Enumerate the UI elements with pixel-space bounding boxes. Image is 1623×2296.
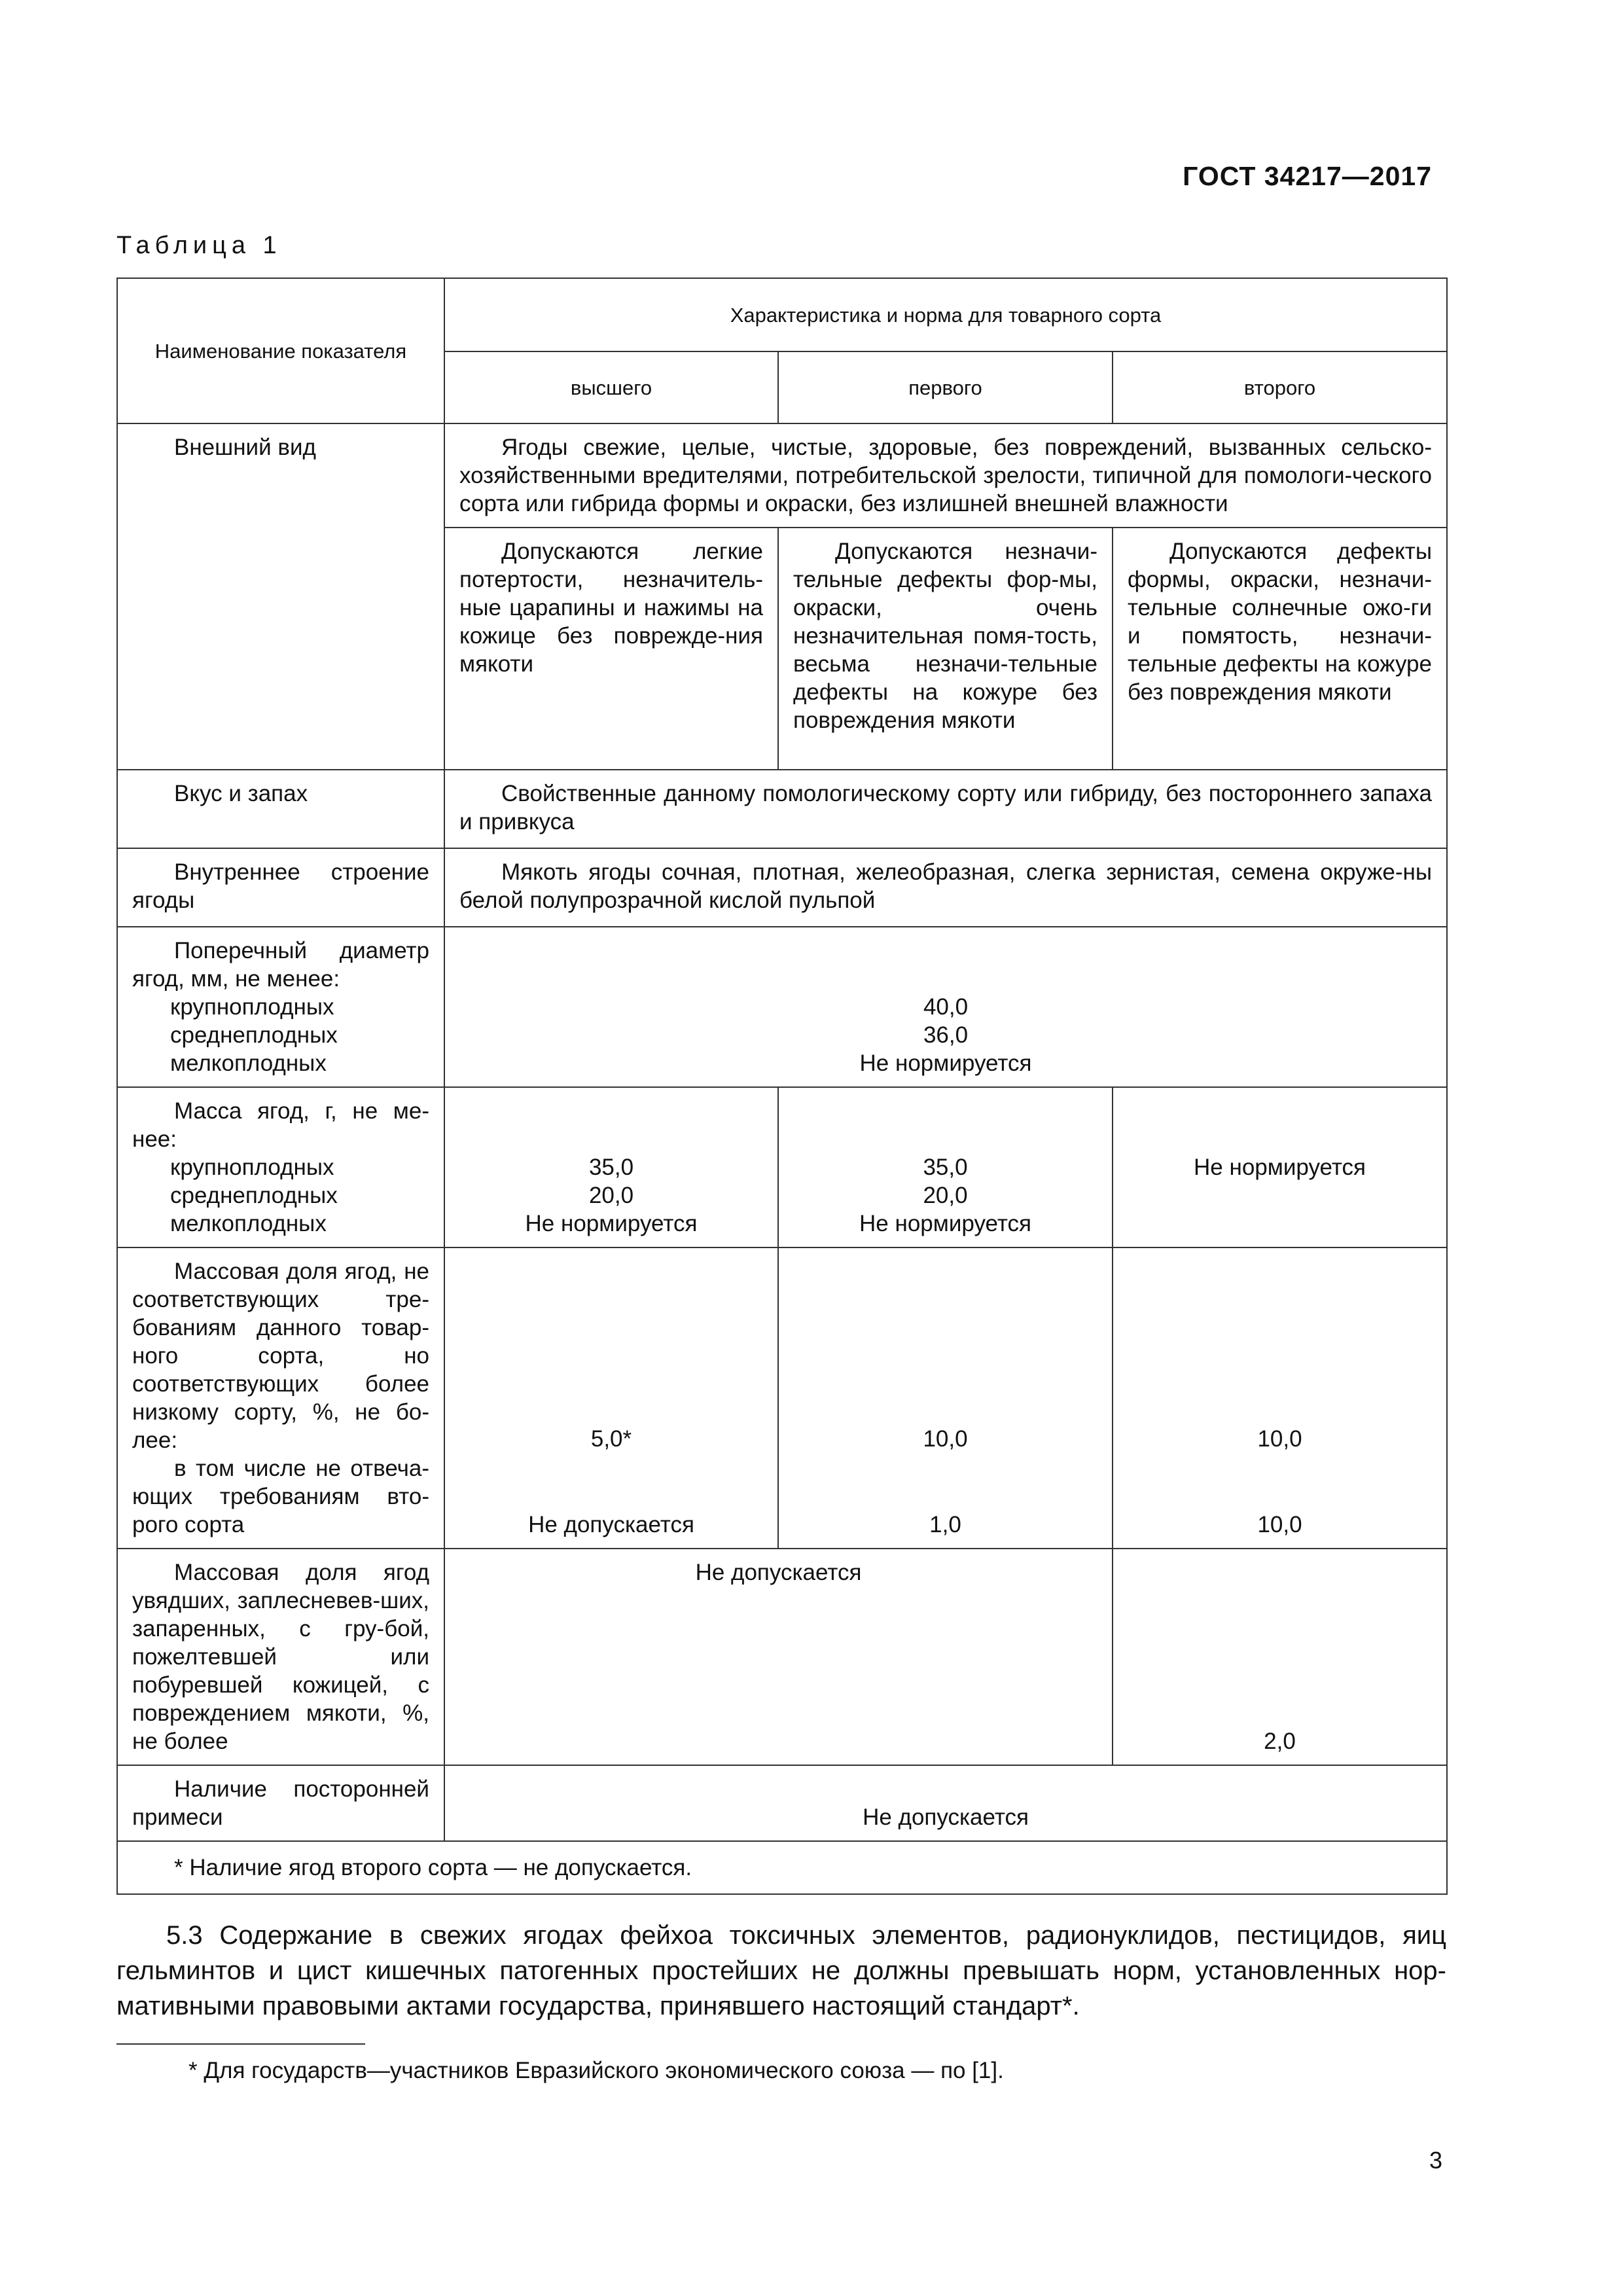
share-highest: [444, 1247, 778, 1549]
standard-designation: ГОСТ 34217—2017: [1183, 161, 1432, 191]
mass-highest: [444, 1087, 778, 1247]
mass-small-label: мелкоплодных: [170, 1211, 327, 1236]
table-row: [117, 1765, 1447, 1841]
mass-large-label: крупноплодных: [170, 1155, 334, 1180]
page-footnote: * Для государств—участников Евразийского экономического союза — по [1].: [188, 2058, 1004, 2083]
table-row: [117, 1087, 1447, 1247]
share-second: [1113, 1247, 1447, 1549]
share-first-sub-value: 1,0: [929, 1512, 961, 1537]
mass-first-medium: 20,0: [923, 1183, 968, 1208]
structure-value: Мякоть ягоды сочная, плотная, желеобразная, слегка зернистая, семена окруже-ны белой полупрозрачной кислой пульпой: [444, 848, 1447, 927]
mass-first: [778, 1087, 1113, 1247]
mass-second: Не нормируется: [1113, 1087, 1447, 1247]
share-highest-sub-value: Не допускается: [528, 1512, 694, 1537]
share-label: Массовая доля ягод, не соответствующих тре-бованиям данного товар-ного сорта, но соответствующих более низкому сорту, %, не бо-лее:: [132, 1259, 429, 1453]
mass-first-small: Не нормируется: [859, 1211, 1031, 1236]
row-name-impurity: Наличие посторонней примеси: [117, 1765, 444, 1841]
row-name-taste: Вкус и запах: [117, 770, 444, 848]
mass-highest-small: Не нормируется: [525, 1211, 698, 1236]
diameter-values: [444, 927, 1447, 1087]
table-row: [117, 927, 1447, 1087]
header-indicator: Наименование показателя: [117, 278, 444, 423]
requirements-table: [116, 278, 1448, 1895]
row-name-mass: [117, 1087, 444, 1247]
table-caption: Таблица 1: [116, 232, 282, 259]
mass-label: Масса ягод, г, не ме-нее:: [132, 1098, 429, 1152]
taste-value: Свойственные данному помологическому сорту или гибриду, без постороннего запаха и привкуса: [444, 770, 1447, 848]
appearance-highest: Допускаются легкие потертости, незначитель-ные царапины и нажимы на кожице без поврежде-ния мякоти: [444, 528, 778, 770]
header-characteristic: Характеристика и норма для товарного сорта: [444, 278, 1447, 351]
row-name-appearance: Внешний вид: [117, 423, 444, 770]
share-first: [778, 1247, 1113, 1549]
footnote-divider: [116, 2043, 365, 2045]
diameter-small-label: мелкоплодных: [170, 1050, 327, 1076]
table-footnote: * Наличие ягод второго сорта — не допускается.: [117, 1841, 1447, 1894]
appearance-first: Допускаются незначи-тельные дефекты фор-мы, окраски, очень незначительная помя-тость, весьма незначи-тельные дефекты на кожуре без повреждения мякоти: [778, 528, 1113, 770]
diameter-large-label: крупноплодных: [170, 994, 334, 1020]
mass-highest-large: 35,0: [588, 1155, 634, 1180]
table-row: [117, 423, 1447, 528]
table-row: [117, 1841, 1447, 1894]
appearance-common: Ягоды свежие, целые, чистые, здоровые, без повреждений, вызванных сельско-хозяйственными вредителями, потребительской зрелости, типичной для помологи-ческого сорта или гибрида формы и окраски, без излишней внешней влажности: [444, 423, 1447, 528]
share-first-value: 10,0: [923, 1426, 968, 1452]
mass-medium-label: среднеплодных: [170, 1183, 338, 1208]
row-name-share: [117, 1247, 444, 1549]
paragraph-5-3: 5.3 Содержание в свежих ягодах фейхоа токсичных элементов, радионуклидов, пестицидов, яиц гельминтов и цист кишечных патогенных простейших не должны превышать норм, установленных нор-мативными правовыми актами государства, принявшего настоящий стандарт*.: [116, 1921, 1446, 2020]
impurity-value: Не допускается: [444, 1765, 1447, 1841]
share-sub-label: в том числе не отвеча-ющих требованиям вто-рого сорта: [132, 1456, 429, 1537]
table-row: [117, 1549, 1447, 1765]
diameter-large-value: 40,0: [923, 994, 969, 1020]
share-second-sub-value: 10,0: [1257, 1512, 1302, 1537]
header-grade-second: второго: [1113, 351, 1447, 423]
share-second-value: 10,0: [1257, 1426, 1302, 1452]
table-row: [117, 848, 1447, 927]
table-row: [117, 1247, 1447, 1549]
diameter-medium-value: 36,0: [923, 1022, 969, 1048]
row-name-structure: Внутреннее строение ягоды: [117, 848, 444, 927]
header-grade-first: первого: [778, 351, 1113, 423]
share-highest-value: 5,0*: [590, 1426, 632, 1452]
diameter-medium-label: среднеплодных: [170, 1022, 338, 1048]
mass-highest-medium: 20,0: [588, 1183, 634, 1208]
row-name-wilted: Массовая доля ягод увядших, заплесневев-ших, запаренных, с гру-бой, пожелтевшей или побуревшей кожицей, с повреждением мякоти, %, не более: [117, 1549, 444, 1765]
mass-first-large: 35,0: [923, 1155, 968, 1180]
diameter-label: Поперечный диаметр ягод, мм, не менее:: [132, 938, 429, 992]
wilted-highest-first: Не допускается: [444, 1549, 1113, 1765]
diameter-small-value: Не нормируется: [859, 1050, 1032, 1076]
table-row: [117, 770, 1447, 848]
wilted-second: 2,0: [1113, 1549, 1447, 1765]
row-name-diameter: [117, 927, 444, 1087]
page-number: 3: [1429, 2147, 1442, 2174]
appearance-second: Допускаются дефекты формы, окраски, незначи-тельные солнечные ожо-ги и помятость, незначи-тельные дефекты на кожуре без повреждения мякоти: [1113, 528, 1447, 770]
header-grade-highest: высшего: [444, 351, 778, 423]
